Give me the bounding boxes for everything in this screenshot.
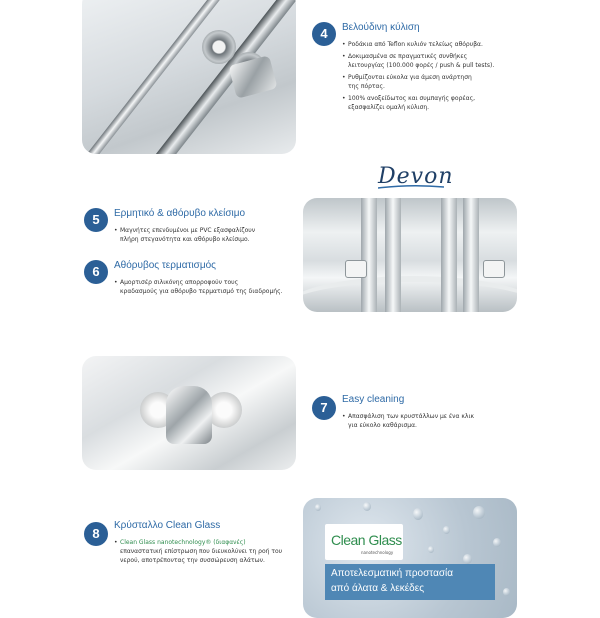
profile-arc (303, 276, 517, 312)
hinge-body (166, 386, 212, 444)
feature-7-badge: 7 (312, 396, 336, 420)
feature-5-title: Ερμητικό & αθόρυβο κλείσιμο (114, 208, 246, 219)
water-drop (413, 508, 423, 520)
profile-bar (441, 198, 457, 312)
bullet (114, 538, 298, 565)
feature-6-badge: 6 (84, 260, 108, 284)
devon-logo: Devon (378, 164, 454, 189)
profile-bar (385, 198, 401, 312)
water-drop (473, 506, 485, 519)
clean-glass-suffix: nanotechnology® (διαφανές) (155, 539, 246, 546)
feature-4-badge: 4 (312, 22, 336, 46)
feature-4-title: Βελούδινη κύλιση (342, 22, 420, 33)
profile-bar (463, 198, 479, 312)
water-drop (493, 538, 501, 547)
feature-7-title: Easy cleaning (342, 394, 405, 405)
banner-line-1: Αποτελεσματική προστασία (331, 568, 454, 579)
feature-5-bullets (114, 226, 294, 247)
bullet: • Αμορτισέρ σιλικόνης απορροφούν τους κραδασμούς για αθόρυβο τερματισμό της διαδρομής. (114, 278, 294, 296)
bullet: • Μαγνήτες επενδυμένοι με PVC εξασφαλίζουν πλήρη στεγανότητα και αθόρυβο κλείσιμο. (114, 226, 294, 244)
clean-glass-logo-text: Clean Glass (331, 532, 402, 548)
clean-glass-logo-sub: nanotechnology (361, 550, 394, 555)
clean-glass-banner (325, 564, 495, 600)
devon-swoosh-icon (378, 184, 444, 190)
feature-8-badge: 8 (84, 522, 108, 546)
clean-glass-inline-logo: Clean Glass (120, 539, 156, 546)
water-drop (463, 554, 472, 564)
water-drop (503, 588, 510, 596)
feature-8-title: Κρύσταλλο Clean Glass (114, 520, 221, 531)
water-drop (428, 546, 434, 553)
feature-6-title: Αθόρυβος τερματισμός (114, 260, 216, 271)
profile-bar (361, 198, 377, 312)
glass-rail (82, 0, 222, 154)
feature-7-bullets (342, 412, 522, 433)
banner-line-2: από άλατα & λεκέδες (331, 583, 425, 594)
feature-6-bullets (114, 278, 294, 299)
bullet: • Ρυθμίζονται εύκολα για άμεση ανάρτηση της πόρτας. (342, 73, 522, 91)
bullet: • Ροδάκια από Teflon κυλιόν τελείως αθόρυβα. (342, 40, 522, 49)
water-drop (363, 502, 371, 511)
clean-glass-logo (325, 524, 403, 560)
water-drop (315, 504, 321, 511)
bullet-text: επαναστατική επίστρωση που διευκολύνει τη ροή του νερού, αποτρέποντας την συσσώρευση αλάτων. (120, 548, 283, 564)
profile-clip (345, 260, 367, 278)
feature-4-bullets (342, 40, 522, 115)
profile-photo (303, 198, 517, 312)
bullet: • Απασφάλιση των κρυστάλλων με ένα κλικ για εύκολο καθάρισμα. (342, 412, 522, 430)
clean-glass-photo (303, 498, 517, 618)
profile-clip (483, 260, 505, 278)
roller-photo (82, 0, 296, 154)
roller-wheel (202, 30, 236, 64)
water-drop (443, 526, 450, 534)
bullet: • Δοκιμασμένα σε πραγματικές συνθήκες λειτουργίας (100.000 φορές / push & pull tests). (342, 52, 522, 70)
hinge-photo (82, 356, 296, 470)
bullet: • 100% ανοξείδωτος και συμπαγής φορέας, εξασφαλίζει ομαλή κύλιση. (342, 94, 522, 112)
feature-8-bullets (114, 538, 298, 568)
feature-5-badge: 5 (84, 208, 108, 232)
